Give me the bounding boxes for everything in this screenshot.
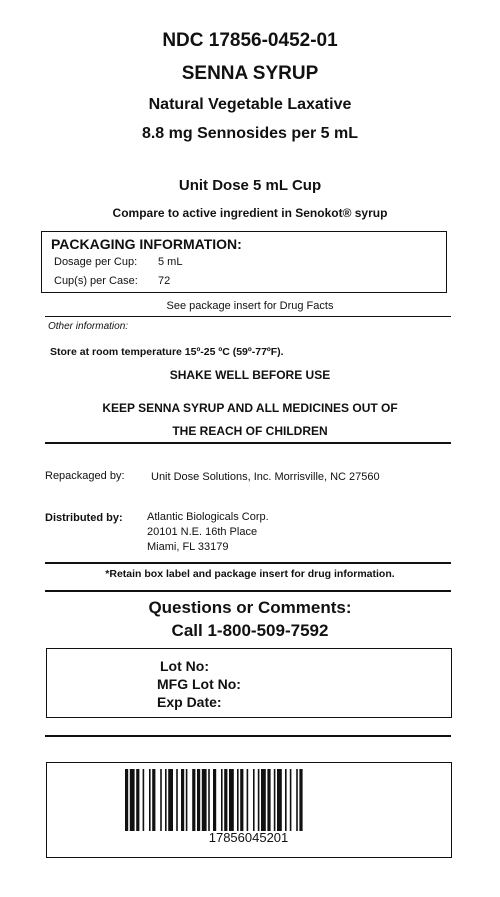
barcode-bar <box>176 769 178 831</box>
product-strength: 8.8 mg Sennosides per 5 mL <box>141 125 359 142</box>
barcode-bar <box>208 769 210 831</box>
distributor-line3: Miami, FL 33179 <box>147 541 229 553</box>
barcode-bar <box>160 769 162 831</box>
barcode-bar <box>261 769 266 831</box>
lot-box <box>46 648 452 718</box>
compare-note: Compare to active ingredient in Senokot® syrup <box>112 206 388 220</box>
distributor-line1: Atlantic Biologicals Corp. <box>147 511 269 523</box>
distributor-line2: 20101 N.E. 16th Place <box>147 526 258 538</box>
barcode-bar <box>152 769 155 831</box>
barcode-bar <box>213 769 216 831</box>
dosage-value: 5 mL <box>158 256 183 268</box>
exp-date-label: Exp Date: <box>157 694 222 710</box>
barcode-bar <box>267 769 270 831</box>
barcode-bar <box>277 769 282 831</box>
barcode-bar <box>285 769 287 831</box>
cups-value: 72 <box>158 275 171 287</box>
barcode-bar <box>299 769 302 831</box>
other-info-label: Other information: <box>48 321 129 332</box>
barcode-bar <box>136 769 139 831</box>
divider <box>45 562 451 564</box>
distributed-label: Distributed by: <box>45 512 123 524</box>
barcode-bar <box>229 769 234 831</box>
dosage-label: Dosage per Cup: <box>54 256 138 268</box>
packaging-heading: PACKAGING INFORMATION: <box>51 236 242 252</box>
barcode-bar <box>130 769 135 831</box>
divider <box>45 590 451 592</box>
product-name: SENNA SYRUP <box>181 63 319 84</box>
keep-warning-line1: KEEP SENNA SYRUP AND ALL MEDICINES OUT OF <box>102 401 398 415</box>
shake-warning: SHAKE WELL BEFORE USE <box>169 368 331 382</box>
packaging-box <box>41 231 447 293</box>
unit-dose: Unit Dose 5 mL Cup <box>178 177 322 194</box>
barcode-bar <box>258 769 260 831</box>
barcode-bar <box>290 769 292 831</box>
barcode-bar <box>247 769 249 831</box>
insert-note: See package insert for Drug Facts <box>166 300 334 312</box>
lot-label: Lot No: <box>160 658 209 674</box>
barcode-bar <box>143 769 145 831</box>
repackaged-value: Unit Dose Solutions, Inc. Morrisville, NC 27560 <box>151 471 380 483</box>
barcode-bar <box>197 769 200 831</box>
barcode-bar <box>165 769 167 831</box>
barcode-box <box>46 762 452 858</box>
barcode-bar <box>202 769 207 831</box>
barcode-bar <box>192 769 195 831</box>
keep-warning-line2: THE REACH OF CHILDREN <box>172 424 328 438</box>
barcode-bar <box>253 769 255 831</box>
ndc-number: NDC 17856-0452-01 <box>162 30 338 51</box>
barcode-bar <box>240 769 243 831</box>
barcode-bar <box>237 769 239 831</box>
barcode <box>125 769 377 831</box>
barcode-bar <box>224 769 227 831</box>
barcode-bar <box>186 769 188 831</box>
cups-label: Cup(s) per Case: <box>54 275 138 287</box>
barcode-bar <box>168 769 173 831</box>
barcode-bar <box>181 769 184 831</box>
questions-phone: Call 1-800-509-7592 <box>171 621 329 640</box>
barcode-bar <box>125 769 128 831</box>
barcode-bar <box>274 769 276 831</box>
divider <box>45 735 451 737</box>
retain-note: *Retain box label and package insert for drug information. <box>105 568 395 580</box>
mfg-lot-label: MFG Lot No: <box>157 676 241 692</box>
barcode-number: 17856045201 <box>208 830 289 845</box>
barcode-bar <box>221 769 223 831</box>
product-subtitle: Natural Vegetable Laxative <box>148 96 352 113</box>
storage-text: Store at room temperature 15º-25 ºC (59º-77ºF). <box>50 346 284 358</box>
divider <box>45 442 451 444</box>
barcode-bar <box>296 769 298 831</box>
barcode-bar <box>149 769 151 831</box>
divider <box>45 316 451 317</box>
questions-heading: Questions or Comments: <box>148 598 352 617</box>
repackaged-label: Repackaged by: <box>45 470 125 482</box>
